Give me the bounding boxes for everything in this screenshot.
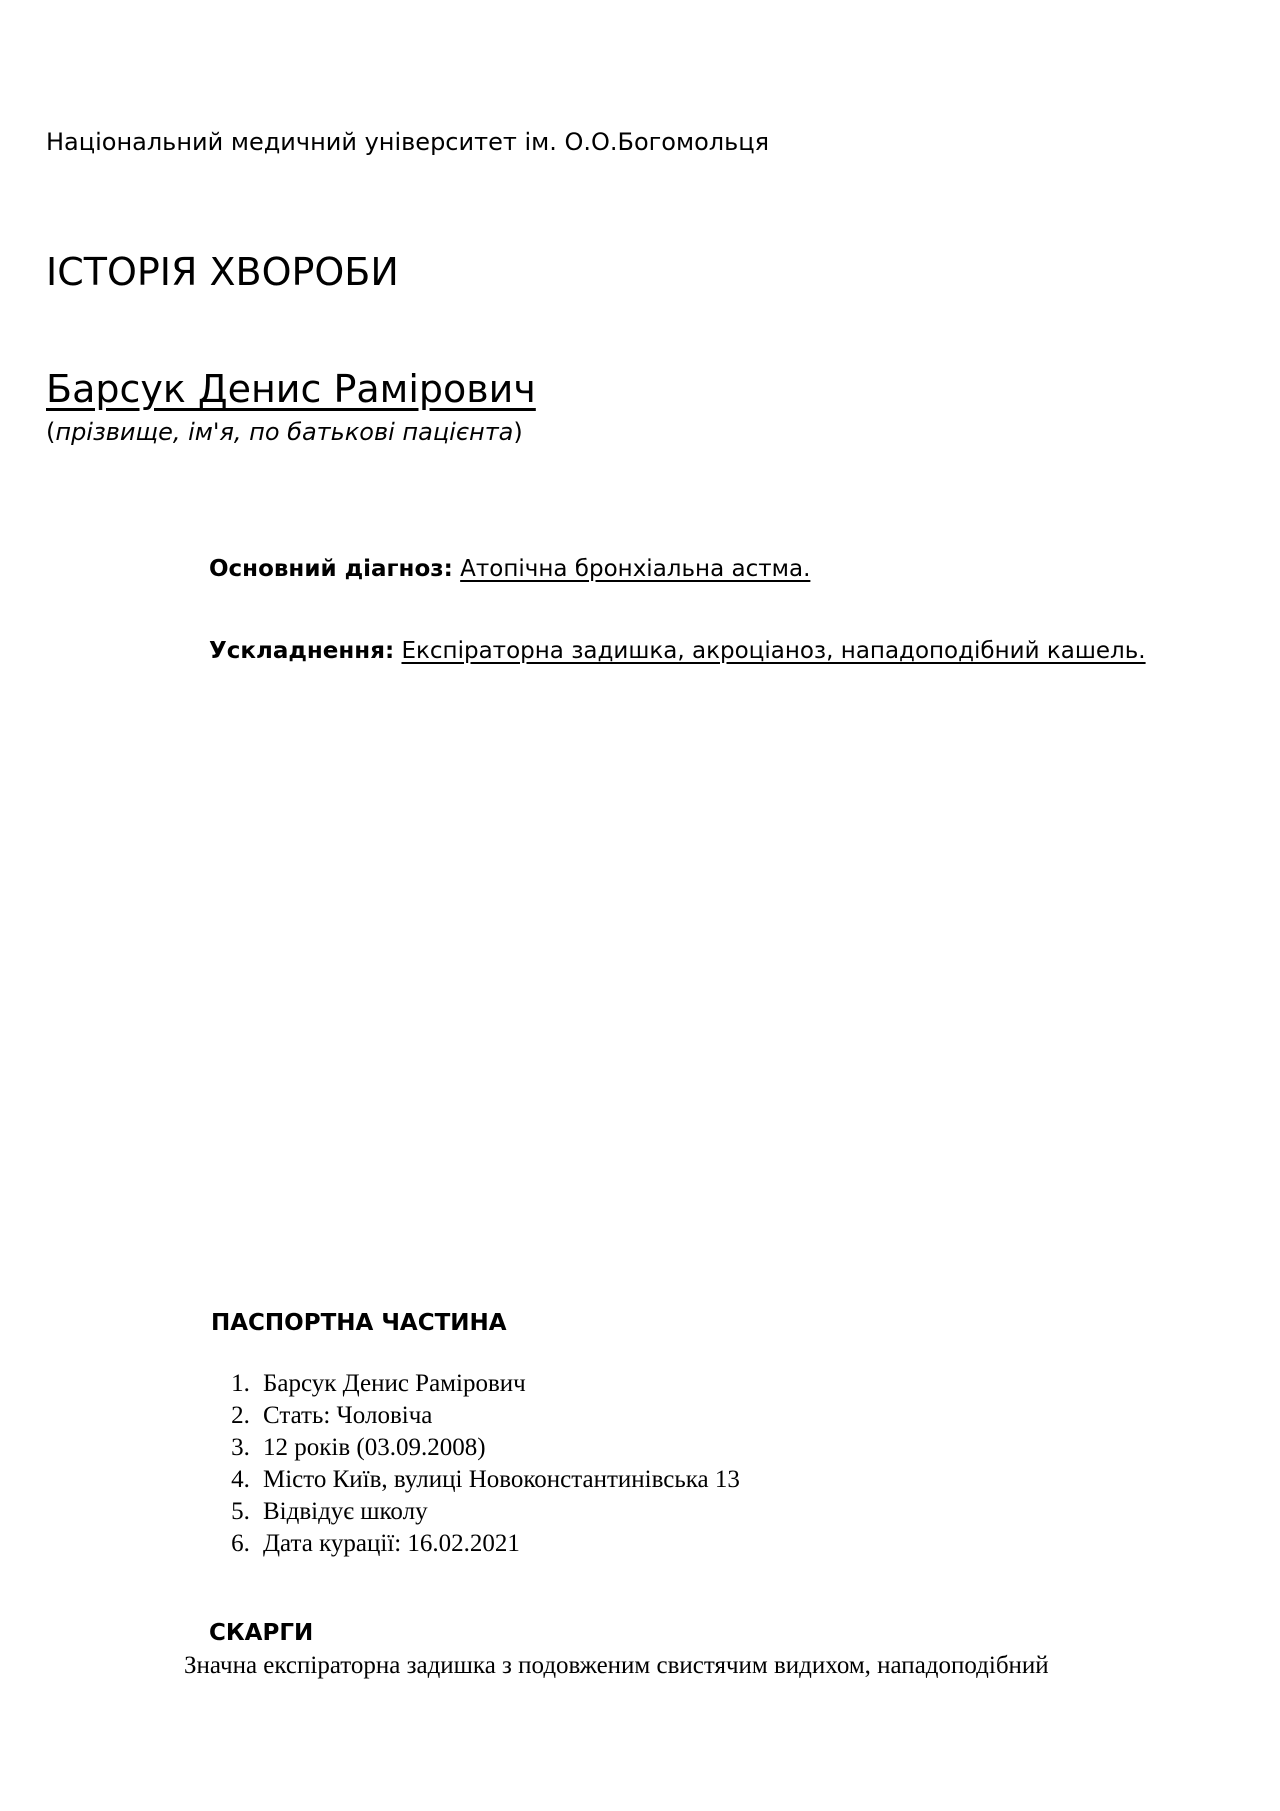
complications-label: Ускладнення: xyxy=(209,638,395,664)
passport-list xyxy=(218,1368,740,1560)
list-item xyxy=(218,1464,740,1496)
list-item xyxy=(218,1432,740,1464)
list-item xyxy=(218,1496,740,1528)
list-item-text: Відвідує школу xyxy=(263,1498,428,1525)
list-item-text: Барсук Денис Рамірович xyxy=(263,1370,526,1397)
complications xyxy=(209,638,1146,664)
university-name: Національний медичний університет ім. О.О.Богомольця xyxy=(46,128,770,156)
caption-open: ( xyxy=(46,418,56,446)
list-item-number: 2. xyxy=(231,1402,250,1429)
list-item xyxy=(218,1400,740,1432)
passport-heading: ПАСПОРТНА ЧАСТИНА xyxy=(211,1310,507,1336)
list-item-text: 12 років (03.09.2008) xyxy=(263,1434,486,1461)
list-item xyxy=(218,1368,740,1400)
patient-name-text: Барсук Денис Рамірович xyxy=(46,367,536,411)
complaints-heading: СКАРГИ xyxy=(209,1620,314,1646)
patient-name xyxy=(46,367,536,411)
list-item-text: Стать: Чоловіча xyxy=(263,1402,433,1429)
complications-value: Експіраторна задишка, акроціаноз, нападоподібний кашель. xyxy=(401,638,1146,664)
list-item-number: 1. xyxy=(231,1370,250,1397)
complaints-text: Значна експіраторна задишка з подовженим свистячим видихом, нападоподібний xyxy=(184,1652,1049,1679)
list-item-text: Дата курації: 16.02.2021 xyxy=(263,1530,520,1557)
main-diagnosis-value: Атопічна бронхіальна астма. xyxy=(460,556,811,582)
caption-close: ) xyxy=(513,418,523,446)
patient-name-caption xyxy=(46,418,523,446)
caption-text: прізвище, ім'я, по батькові пацієнта xyxy=(55,418,514,446)
list-item-text: Місто Київ, вулиці Новоконстантинівська 13 xyxy=(263,1466,740,1493)
main-diagnosis xyxy=(209,556,810,582)
list-item-number: 4. xyxy=(231,1466,250,1493)
list-item-number: 5. xyxy=(231,1498,250,1525)
document-title: ІСТОРІЯ ХВОРОБИ xyxy=(46,250,399,294)
main-diagnosis-label: Основний діагноз: xyxy=(209,556,453,582)
list-item-number: 3. xyxy=(231,1434,250,1461)
list-item-number: 6. xyxy=(231,1530,250,1557)
list-item xyxy=(218,1528,740,1560)
